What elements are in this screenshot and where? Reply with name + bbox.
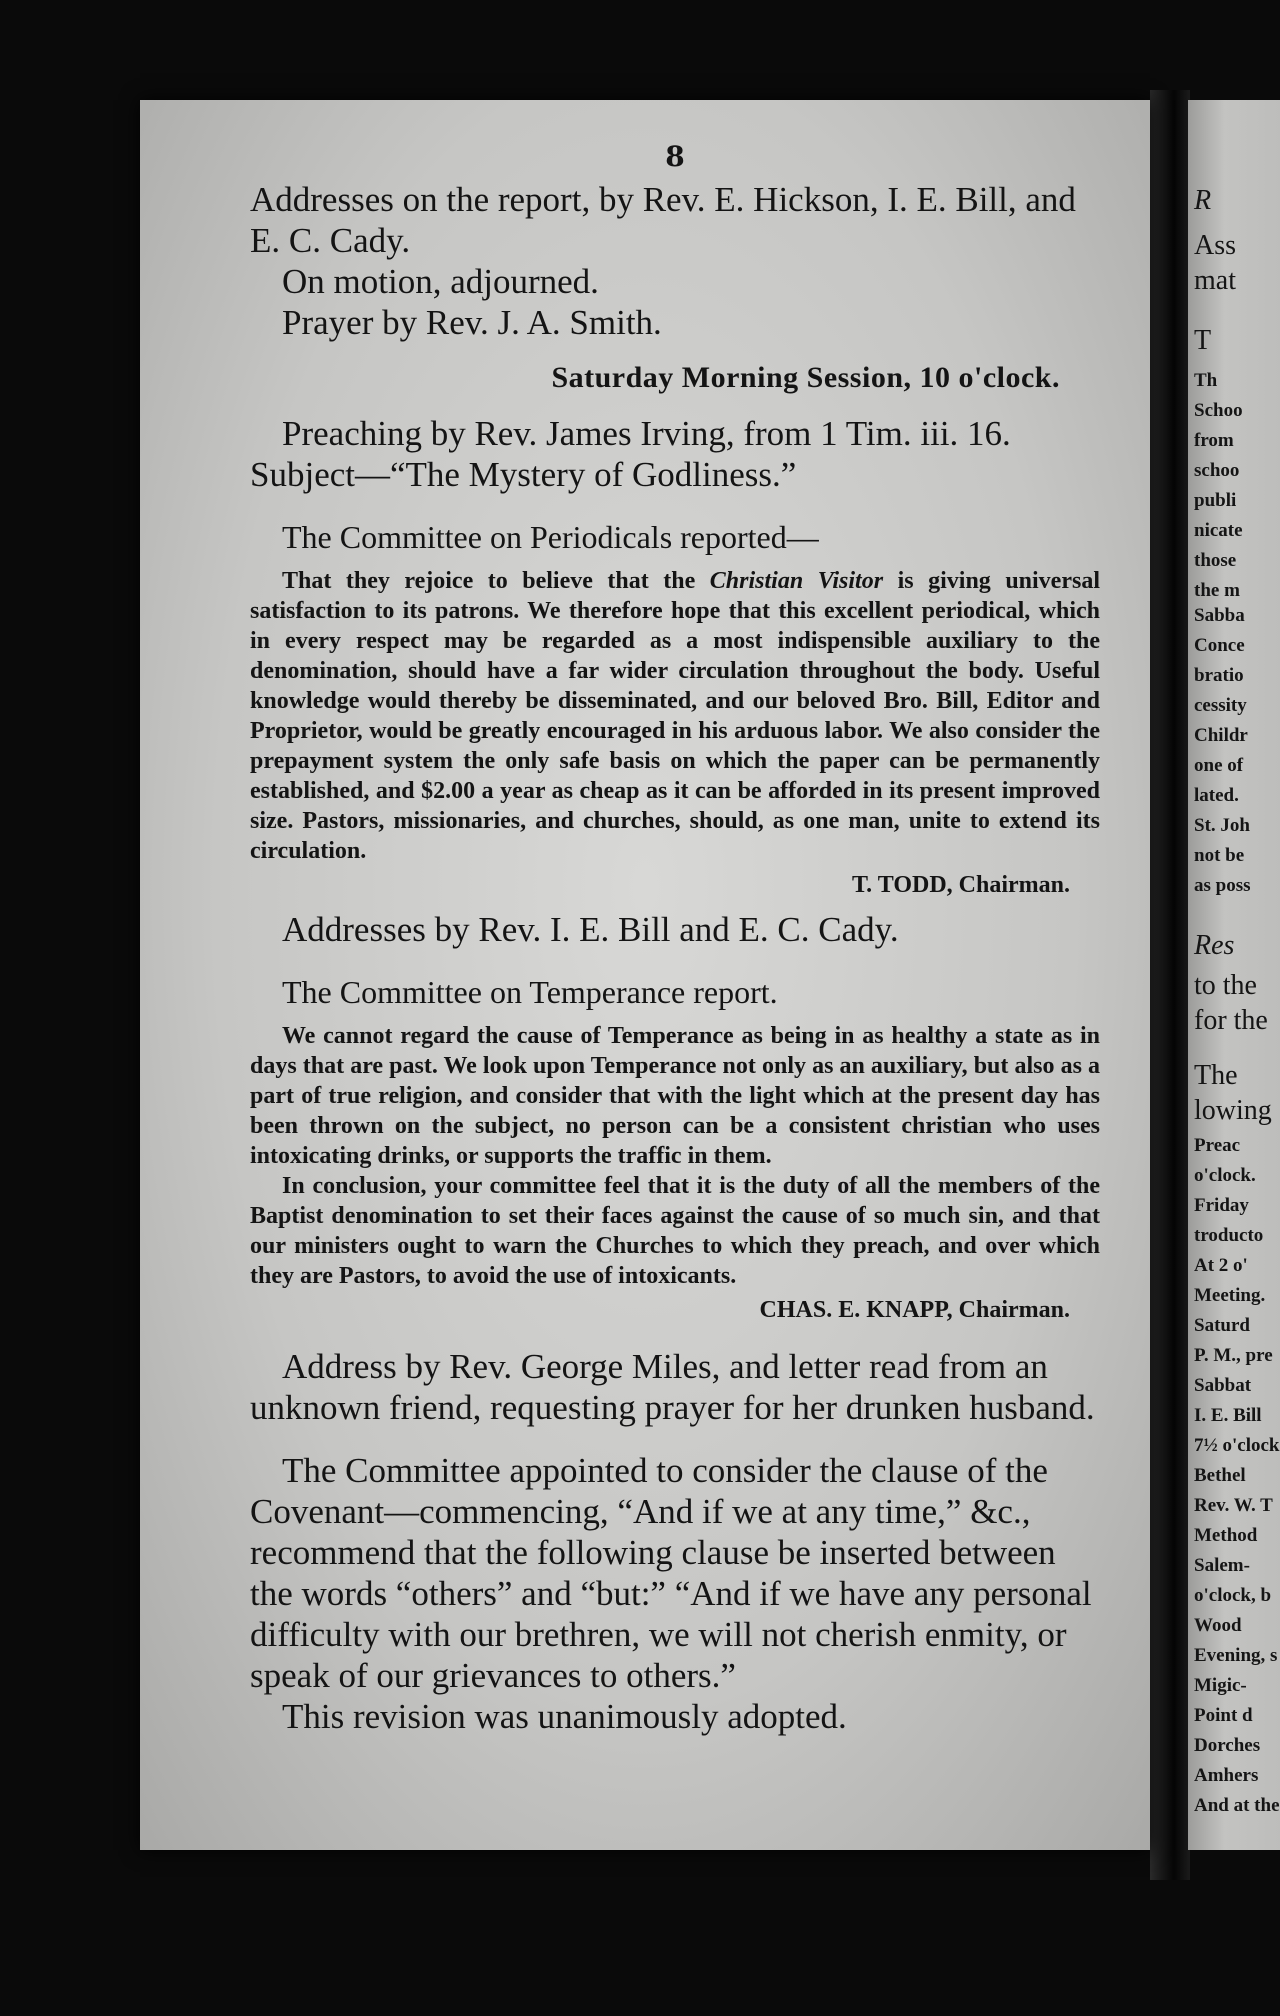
address-miles: Address by Rev. George Miles, and letter read from an unknown friend, requesting prayer for her drunken husband. (250, 1347, 1095, 1427)
periodicals-heading: The Committee on Periodicals reported— (282, 519, 819, 555)
facing-page-fragment: Sabbat (1194, 1375, 1252, 1396)
revision-adopted: This revision was unanimously adopted. (282, 1697, 847, 1736)
temperance-signature: CHAS. E. KNAPP, Chairman. (759, 1297, 1070, 1323)
facing-page-fragment: those (1194, 550, 1237, 571)
facing-page-fragment: for the (1194, 1005, 1268, 1036)
periodical-title: Christian Visitor (709, 568, 884, 594)
facing-page-fragment: Th (1194, 370, 1218, 391)
facing-page-fragment: P. M., pre (1194, 1345, 1273, 1366)
facing-page-fragment: as poss (1194, 875, 1251, 896)
facing-page-fragment: Point d (1194, 1705, 1253, 1726)
facing-page-fragment: not be (1194, 845, 1245, 866)
facing-page-fragment: mat (1194, 265, 1236, 296)
session-heading: Saturday Morning Session, 10 o'clock. (551, 361, 1060, 394)
periodicals-text-a: That they rejoice to believe that the (282, 568, 710, 594)
facing-page-fragment: St. Joh (1194, 815, 1250, 836)
facing-page-fragment: Res (1194, 930, 1235, 961)
facing-page-fragment: Conce (1194, 635, 1245, 656)
temperance-para-1: We cannot regard the cause of Temperance as being in as healthy a state as in days that are past. We look upon Temperance not only as an auxiliary, but also as a part of true religion, and consider that with the light which at the present day has been thrown on the subject, no person can be a consistent christian who uses intoxicating drinks, or supports the traffic in them. (250, 1023, 1100, 1169)
covenant-recommendation: The Committee appointed to consider the clause of the Covenant—commencing, “And if we at any time,” &c., recommend that the following clause be inserted between the words “others” and “but:” “And if we have any personal difficulty with our brethren, we will not cherish enmity, or speak of our grievances to others.” (250, 1451, 1092, 1695)
facing-page-fragment: The (1194, 1060, 1238, 1091)
intro-addresses: Addresses on the report, by Rev. E. Hickson, I. E. Bill, and E. C. Cady. (250, 180, 1076, 260)
page-number: 8 (665, 140, 685, 173)
facing-page-fragment: cessity (1194, 695, 1247, 716)
facing-page-fragment: one of (1194, 755, 1244, 776)
facing-page-fragment: nicate (1194, 520, 1243, 541)
facing-page-fragment: Saturd (1194, 1315, 1250, 1336)
facing-page-fragment: Method (1194, 1525, 1258, 1546)
facing-page-fragment: Bethel (1194, 1465, 1246, 1486)
facing-page-fragment: Amhers (1194, 1765, 1259, 1786)
facing-page-fragment: 7½ o'clock (1194, 1435, 1280, 1456)
facing-page-fragment: schoo (1194, 460, 1240, 481)
facing-page-fragment: T (1194, 325, 1212, 356)
facing-page-fragment: bratio (1194, 665, 1244, 686)
facing-page-fragment: Migic- (1194, 1675, 1247, 1696)
temperance-para-2: In conclusion, your committee feel that it is the duty of all the members of the Baptist denomination to set their faces against the cause of so much sin, and that our ministers ought to warn the Churches to which they preach, and over which they are Pastors, to avoid the use of intoxicants. (250, 1173, 1100, 1289)
facing-page-fragment: Salem- (1194, 1555, 1250, 1576)
facing-page-fragment: publi (1194, 490, 1237, 511)
facing-page-fragment: Meeting. (1194, 1285, 1266, 1306)
periodicals-report (250, 566, 1100, 866)
facing-page-fragment: lowing (1194, 1095, 1272, 1126)
facing-page-fragment: Friday (1194, 1195, 1249, 1216)
facing-page-fragment: from (1194, 430, 1234, 451)
periodicals-signature: T. TODD, Chairman. (851, 872, 1070, 898)
book-page (140, 100, 1150, 1850)
facing-page-fragment: to the (1194, 970, 1257, 1001)
facing-page-fragment: Wood (1194, 1615, 1242, 1636)
facing-page-fragment: lated. (1194, 785, 1239, 806)
facing-page-fragment: R (1194, 185, 1212, 216)
facing-page-fragment: o'clock, b (1194, 1585, 1272, 1606)
facing-page-fragment: At 2 o' (1194, 1255, 1248, 1276)
facing-page-fragment: Childr (1194, 725, 1248, 746)
facing-page-fragment: Dorches (1194, 1735, 1261, 1756)
addresses-bill-cady: Addresses by Rev. I. E. Bill and E. C. Cady. (282, 910, 899, 949)
page-content (250, 140, 1100, 1737)
intro-prayer: Prayer by Rev. J. A. Smith. (282, 303, 662, 342)
facing-page-fragment: Schoo (1194, 400, 1243, 421)
facing-page-fragment: o'clock. (1194, 1165, 1256, 1186)
facing-page-fragment: Rev. W. T (1194, 1495, 1273, 1516)
facing-page-fragment: Ass (1194, 230, 1237, 261)
intro-motion: On motion, adjourned. (282, 262, 599, 301)
temperance-heading: The Committee on Temperance report. (282, 974, 778, 1010)
facing-page-fragment: I. E. Bill (1194, 1405, 1262, 1426)
periodicals-text-b: is giving universal satisfaction to its patrons. We therefore hope that this excellent periodical, which in every respect may be regarded as a most indispensible auxiliary to the denomination, should have a far wider circulation throughout the body. Useful knowledge would thereby be disseminated, and our beloved Bro. Bill, Editor and Proprietor, would be greatly encouraged in his arduous labor. We also consider the prepayment system the only safe basis on which the paper can be permanently established, and $2.00 a year as cheap as it can be afforded in its present improved size. Pastors, missionaries, and churches, should, as one man, unite to extend its circulation. (250, 568, 1100, 864)
facing-page-edge (1188, 100, 1280, 1850)
book-gutter (1150, 90, 1190, 1880)
preaching-note: Preaching by Rev. James Irving, from 1 Tim. iii. 16. Subject—“The Mystery of Godliness.” (250, 414, 1011, 494)
facing-page-fragment: Evening, s (1194, 1645, 1278, 1666)
facing-page-fragment: Sabba (1194, 605, 1245, 626)
facing-page-fragment: the m (1194, 580, 1240, 601)
facing-page-fragment: troducto (1194, 1225, 1264, 1246)
facing-page-fragment: Preac (1194, 1135, 1241, 1156)
facing-page-fragment: And at the (1194, 1795, 1280, 1816)
